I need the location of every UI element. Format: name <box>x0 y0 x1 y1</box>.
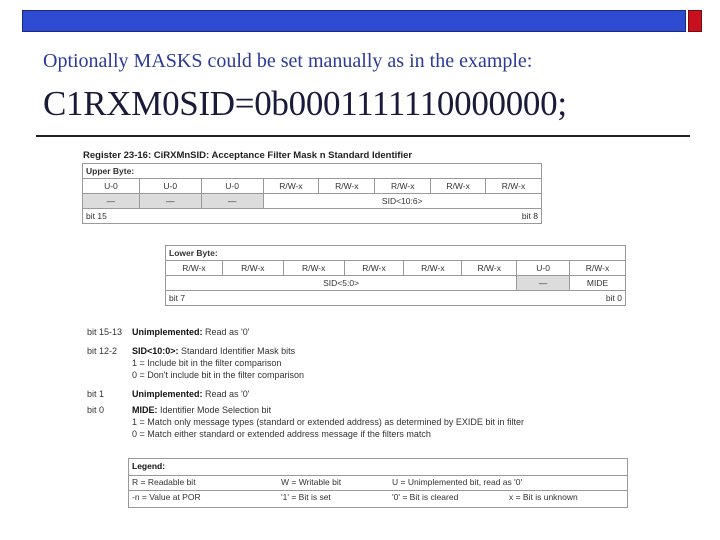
access-cell: R/W-x <box>166 261 223 276</box>
access-cell: U-0 <box>83 179 140 194</box>
field-cell: — <box>517 276 570 291</box>
lower-byte-label: Lower Byte: <box>166 246 626 261</box>
register-name: CiRXMnSID: Acceptance Filter Mask n Standard Identifier <box>153 150 413 161</box>
description-text: Read as '0' <box>202 327 250 337</box>
access-cell: R/W-x <box>431 179 486 194</box>
lower-byte-table <box>165 245 626 306</box>
access-cell: R/W-x <box>344 261 404 276</box>
description-bits: bit 0 <box>87 405 105 415</box>
slide-subtitle: Optionally MASKS could be set manually as in the example: <box>43 50 533 72</box>
slide-title: C1RXM0SID=0b0001111110000000; <box>43 84 567 123</box>
legend-box <box>128 458 628 508</box>
register-id: Register 23-16: <box>83 150 152 161</box>
access-cell: R/W-x <box>319 179 375 194</box>
title-divider <box>36 135 690 137</box>
description-text: 0 = Match either standard or extended address message if the filters match <box>132 429 431 439</box>
legend-entry: W = Writable bit <box>281 477 342 487</box>
access-cell: R/W-x <box>222 261 283 276</box>
field-cell: — <box>201 194 263 209</box>
description-text: 1 = Match only message types (standard or extended address) as determined by EXIDE bit in filter <box>132 417 524 427</box>
access-cell: U-0 <box>517 261 570 276</box>
legend-entry: R = Readable bit <box>132 477 196 487</box>
upper-access-row <box>83 179 542 194</box>
legend-entry: x = Bit is unknown <box>509 492 578 502</box>
register-title <box>83 150 412 161</box>
title-bar-decoration <box>22 10 686 32</box>
description-bits: bit 15-13 <box>87 327 123 337</box>
access-cell: R/W-x <box>375 179 431 194</box>
bit-label-low: bit 8 <box>319 209 542 224</box>
upper-field-row <box>83 194 542 209</box>
description-term: Unimplemented: <box>132 389 203 399</box>
bit-label-low: bit 0 <box>404 291 626 306</box>
description-bits: bit 1 <box>87 389 105 399</box>
description-text: 1 = Include bit in the filter comparison <box>132 358 282 368</box>
upper-byte-table <box>82 163 542 224</box>
field-cell: — <box>83 194 140 209</box>
description-text: Standard Identifier Mask bits <box>178 346 296 356</box>
field-cell: MIDE <box>570 276 626 291</box>
access-cell: R/W-x <box>570 261 626 276</box>
description-term: MIDE: <box>132 405 158 415</box>
legend-row <box>129 490 627 504</box>
legend-entry: '1' = Bit is set <box>281 492 331 502</box>
access-cell: U-0 <box>201 179 263 194</box>
lower-field-row <box>166 276 626 291</box>
bit-label-high: bit 15 <box>83 209 319 224</box>
description-term: Unimplemented: <box>132 327 203 337</box>
access-cell: U-0 <box>139 179 201 194</box>
legend-title: Legend: <box>132 461 166 471</box>
access-cell: R/W-x <box>263 179 319 194</box>
legend-entry: '0' = Bit is cleared <box>392 492 459 502</box>
access-cell: R/W-x <box>486 179 542 194</box>
description-text: Read as '0' <box>202 389 250 399</box>
title-bar-accent <box>688 10 702 32</box>
access-cell: R/W-x <box>462 261 517 276</box>
description-bits: bit 12-2 <box>87 346 118 356</box>
access-cell: R/W-x <box>404 261 462 276</box>
description-text: 0 = Don't include bit in the filter comparison <box>132 370 305 380</box>
field-cell: SID<5:0> <box>166 276 517 291</box>
description-term: SID<10:0>: <box>132 346 179 356</box>
bit-label-high: bit 7 <box>166 291 404 306</box>
upper-byte-label: Upper Byte: <box>83 164 542 179</box>
field-cell: — <box>139 194 201 209</box>
description-text: Identifier Mode Selection bit <box>157 405 272 415</box>
legend-entry: -n = Value at POR <box>132 492 201 502</box>
legend-row <box>129 475 627 489</box>
lower-access-row <box>166 261 626 276</box>
access-cell: R/W-x <box>283 261 344 276</box>
legend-entry: U = Unimplemented bit, read as '0' <box>392 477 523 487</box>
field-cell: SID<10:6> <box>263 194 542 209</box>
